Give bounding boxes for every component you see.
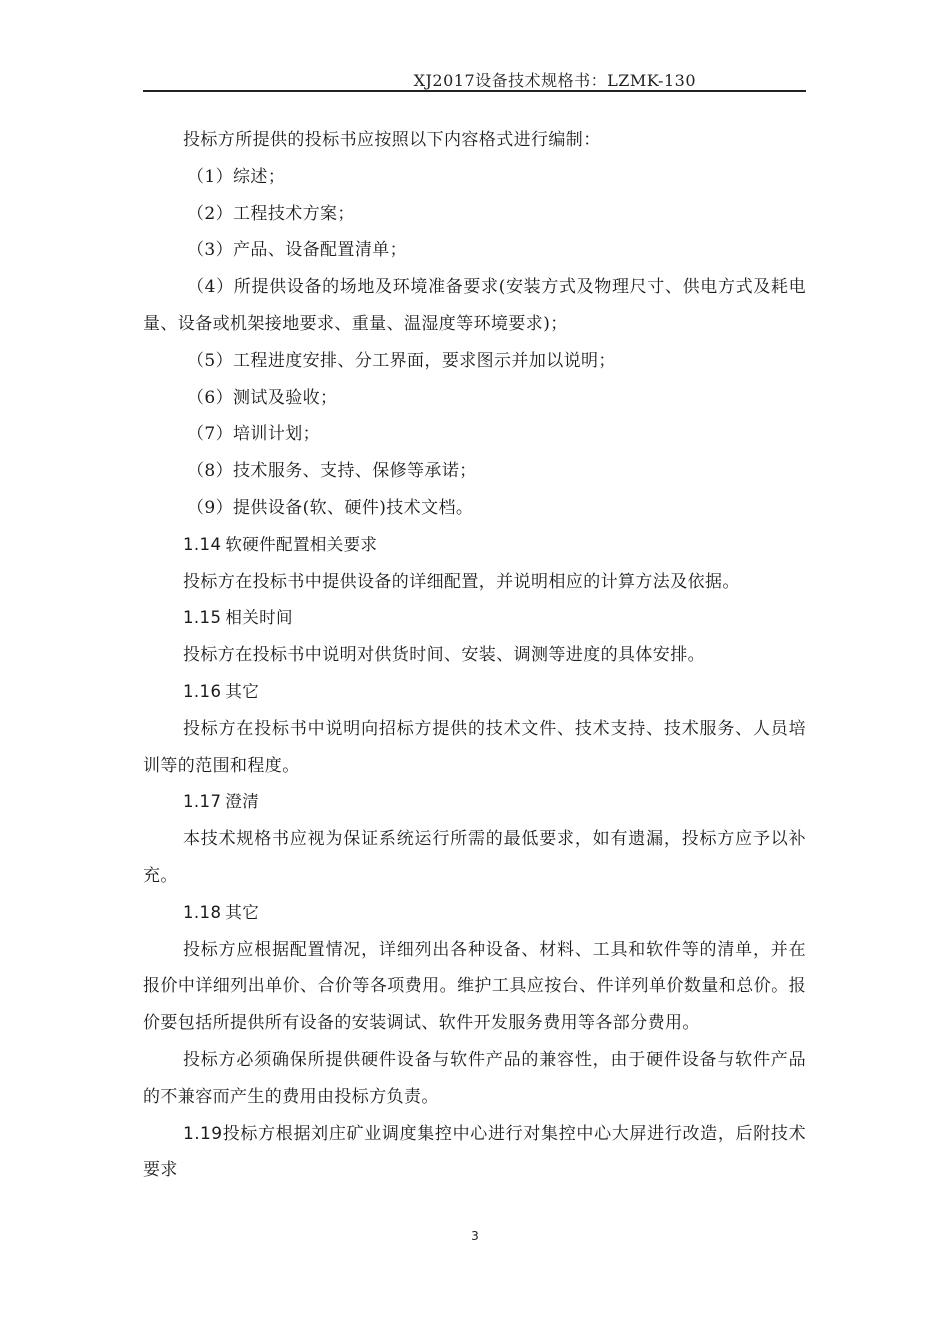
section-title: 澄清 [225, 792, 260, 812]
list-item: （2）工程技术方案； [187, 203, 355, 224]
section-number: 1.14 [183, 534, 222, 554]
section-paragraph: 投标方在投标书中说明向招标方提供的技术文件、技术支持、技术服务、人员培训等的范围和程度。 [143, 718, 806, 776]
list-item: （5）工程进度安排、分工界面，要求图示并加以说明； [187, 350, 616, 371]
document-body [143, 122, 806, 1189]
section-title: 软硬件配置相关要求 [225, 534, 378, 554]
section-paragraph: 投标方在投标书中说明对供货时间、安装、调测等进度的具体安排。 [183, 645, 705, 666]
list-item: （9）提供设备(软、硬件)技术文档。 [187, 497, 474, 518]
list-item: （6）测试及验收； [187, 387, 338, 408]
section-paragraph: 本技术规格书应视为保证系统运行所需的最低要求，如有遗漏，投标方应予以补充。 [143, 829, 806, 886]
section-number: 1.17 [183, 792, 222, 812]
section-number: 1.15 [183, 608, 222, 628]
section-paragraph: 投标方必须确保所提供硬件设备与软件产品的兼容性，由于硬件设备与软件产品的不兼容而产生的费用由投标方负责。 [143, 1049, 806, 1107]
page-header [143, 66, 806, 92]
section-title: 其它 [225, 902, 260, 922]
header-title: XJ2017设备技术规格书：LZMK-130 [413, 71, 696, 90]
section-heading [143, 895, 806, 932]
section-paragraph: 投标方在投标书中提供设备的详细配置，并说明相应的计算方法及依据。 [183, 571, 740, 592]
section-heading [143, 600, 806, 637]
section-title: 其它 [225, 681, 260, 701]
page-number: 3 [471, 1229, 479, 1243]
section-heading [143, 674, 806, 711]
list-item: （3）产品、设备配置清单； [187, 240, 408, 261]
final-paragraph [143, 1116, 806, 1190]
list-item: （8）技术服务、支持、保修等承诺； [187, 461, 477, 482]
section-heading [143, 784, 806, 821]
list-item: （1）综述； [187, 166, 286, 187]
list-item: （7）培训计划； [187, 424, 321, 445]
section-number: 1.18 [183, 902, 222, 922]
section-number: 1.19 [183, 1123, 223, 1144]
section-paragraph: 投标方应根据配置情况，详细列出各种设备、材料、工具和软件等的清单，并在报价中详细列出单价、合价等各项费用。维护工具应按台、件详列单价数量和总价。报价要包括所提供所有设备的安装调试、软件开发服务费用等各部分费用。 [143, 939, 806, 1034]
list-item: （4）所提供设备的场地及环境准备要求(安装方式及物理尺寸、供电方式及耗电量、设备或机架接地要求、重量、温湿度等环境要求)； [143, 277, 806, 334]
final-text: 投标方根据刘庄矿业调度集控中心进行对集控中心大屏进行改造，后附技术要求 [143, 1123, 806, 1181]
intro-paragraph: 投标方所提供的投标书应按照以下内容格式进行编制： [183, 130, 601, 150]
section-heading [143, 527, 806, 564]
section-number: 1.16 [183, 681, 222, 701]
section-title: 相关时间 [225, 608, 293, 628]
